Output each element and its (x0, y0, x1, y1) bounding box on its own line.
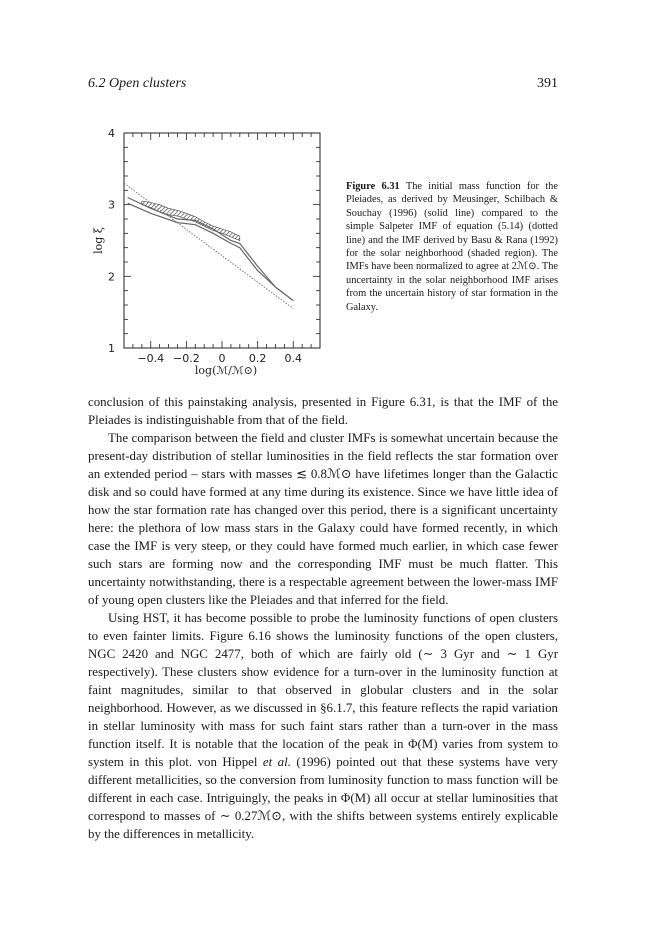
paragraph-2: The comparison between the field and cluster IMFs is somewhat uncertain because the present-day distribution of stellar luminosities in the field reflects the star formation over an extended period – stars with masses ≲ 0.8ℳ⊙ have lifetimes longer than the Galactic disk and so could have formed at any time during its existence. Since we have little idea of how the star formation rate has changed over this period, there is a significant uncertainty here: the plethora of low mass stars in the Galaxy could have formed recently, in which case the IMF is very steep, or they could have formed much earlier, in which case fewer such stars are forming now and the corresponding IMF must be much flatter. This uncertainty notwithstanding, there is a respectable agreement between the lower-mass IMF of young open clusters like the Pleiades and that inferred for the field. (88, 431, 558, 607)
plot-frame (124, 133, 320, 348)
y-axis-label: log ξ (92, 227, 105, 254)
x-tick-label: −0.4 (137, 352, 165, 365)
x-tick-label: −0.2 (173, 352, 200, 365)
running-head (88, 76, 558, 94)
body-text (88, 393, 558, 843)
y-tick-label: 2 (108, 270, 115, 284)
y-tick-label: 1 (108, 342, 115, 355)
figure-6-31 (88, 118, 558, 393)
section-title: 6.2 Open clusters (88, 76, 187, 91)
x-tick-label: 0.2 (248, 352, 267, 365)
caption-text: The initial mass function for the Pleiades, as derived by Meusinger, Schilbach & Souchay (1996) (solid line) compared to the simple Salpeter IMF of equation (5.14) (dotted line) and the IMF derived by Basu & Rana (1992) for the solar neighborhood (shaded region). The IMFs have been normalized to agree at 2ℳ⊙. The uncertainty in the solar neighborhood IMF arises from the uncertain history of star formation in the Galaxy. (346, 181, 558, 313)
figure-caption (346, 180, 558, 314)
series-line-solid-1 (128, 198, 294, 301)
series-line-solid-2 (128, 203, 294, 301)
x-tick-label: 0 (218, 352, 226, 365)
y-tick-label: 3 (108, 198, 115, 212)
paragraph-3 (88, 609, 558, 843)
x-axis-label: log(ℳ/ℳ⊙) (194, 364, 258, 377)
y-tick-label: 4 (108, 127, 115, 140)
paragraph-3-part-b: (1996) pointed out that these systems have very different metallicities, so the conversion from luminosity function to mass function will be different in each case. Intriguingly, the peaks in Φ(M) all occur at stellar luminosities that correspond to masses of ∼ 0.27ℳ⊙, with the shifts between systems entirely explicable by the differences in metallicity. (88, 755, 558, 841)
page-number: 391 (537, 76, 558, 91)
x-tick-label: 0.4 (284, 352, 303, 365)
paragraph-3-part-a: Using HST, it has become possible to probe the luminosity functions of open clusters to even fainter limits. Figure 6.16 shows the luminosity functions of the open clusters, NGC 2420 and NGC 2477, both of which are fairly old (∼ 3 Gyr and ∼ 1 Gyr respectively). These clusters show evidence for a turn-over in the luminosity function at faint magnitudes, similar to that observed in globular clusters and in the solar neighborhood. However, as we discussed in §6.1.7, this feature reflects the rapid variation in stellar luminosity with mass for such faint stars rather than a turn-over in the mass function itself. It is notable that the location of the peak in Φ(M) varies from system to system in this plot. von Hippel (88, 611, 558, 769)
paragraph-1: conclusion of this painstaking analysis, presented in Figure 6.31, is that the IMF of the Pleiades is indistinguishable from that of the field. (88, 395, 558, 427)
imf-plot (88, 118, 338, 393)
paragraph-3-etal: et al. (262, 755, 291, 769)
figure-label: Figure 6.31 (346, 181, 400, 192)
